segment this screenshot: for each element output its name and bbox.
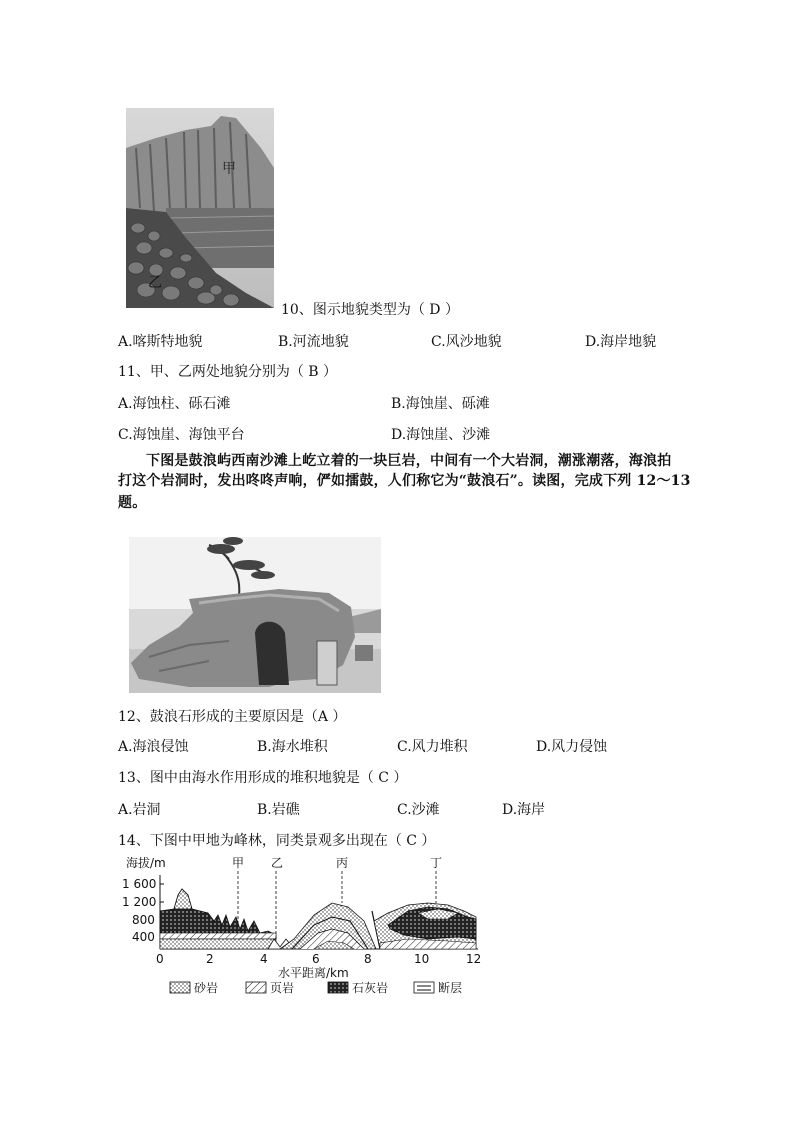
intro-line-2: 打这个岩洞时，发出咚咚声响，俨如擂鼓，人们称它为“鼓浪石”。读图，完成下列 12～13 [118,473,691,489]
q13-option-a: A.岩洞 [118,802,161,818]
q13-option-c: C.沙滩 [397,802,440,818]
label-jia: 甲 [222,161,236,177]
q12-option-c: C.风力堆积 [397,739,468,755]
q10-option-b: B.河流地貌 [278,334,349,350]
x-tick-6: 6 [312,952,320,966]
legend-fault: 断层 [438,981,463,995]
question-12-stem: 12、鼓浪石形成的主要原因是（A ） [118,709,347,725]
site-label-jia: 甲 [232,856,245,870]
question-11-stem: 11、甲、乙两处地貌分别为（ B ） [118,364,338,380]
label-yi: 乙 [148,275,162,291]
question-13-stem: 13、图中由海水作用形成的堆积地貌是（ C ） [118,770,408,786]
y-axis-label: 海拔/m [126,856,166,870]
question-14-stem: 14、下图中甲地为峰林，同类景观多出现在（ C ） [118,833,436,849]
y-tick-1600: 1 600 [122,877,157,891]
intro-line-3: 题。 [118,495,147,511]
q13-option-d: D.海岸 [502,802,546,818]
site-label-yi: 乙 [271,856,284,870]
q10-option-d: D.海岸地貌 [585,334,657,350]
q10-option-a: A.喀斯特地貌 [118,334,203,350]
x-tick-8: 8 [364,952,372,966]
q11-option-a: A.海蚀柱、砾石滩 [118,396,231,412]
site-label-ding: 丁 [430,856,443,870]
legend-sandstone: 砂岩 [194,981,219,995]
gulang-rock-photo [129,537,381,693]
legend-limestone: 石灰岩 [352,981,389,995]
y-tick-400: 400 [132,930,155,944]
q12-option-b: B.海水堆积 [257,739,328,755]
x-tick-10: 10 [414,952,430,966]
geologic-profile-diagram [118,855,488,1000]
site-label-bing: 丙 [336,856,349,870]
y-tick-1200: 1 200 [122,895,157,909]
q13-option-b: B.岩礁 [257,802,300,818]
q10-option-c: C.风沙地貌 [431,334,502,350]
intro-line-1: 下图是鼓浪屿西南沙滩上屹立着的一块巨岩，中间有一个大岩洞，潮涨潮落，海浪拍 [146,453,672,469]
x-tick-4: 4 [260,952,268,966]
question-10-stem: 10、图示地貌类型为（ D ） [281,302,459,318]
q12-option-a: A.海浪侵蚀 [118,739,189,755]
q11-option-c: C.海蚀崖、海蚀平台 [118,427,245,443]
q11-option-d: D.海蚀崖、沙滩 [391,427,491,443]
legend-shale: 页岩 [270,981,295,995]
x-tick-12: 12 [466,952,482,966]
x-tick-2: 2 [206,952,214,966]
y-tick-800: 800 [132,913,155,927]
x-tick-0: 0 [156,952,164,966]
q12-option-d: D.风力侵蚀 [536,739,608,755]
legend [170,980,462,995]
coastal-cliff-photo [126,108,274,308]
x-axis-label: 水平距离/km [278,966,349,980]
q11-option-b: B.海蚀崖、砾滩 [391,396,490,412]
